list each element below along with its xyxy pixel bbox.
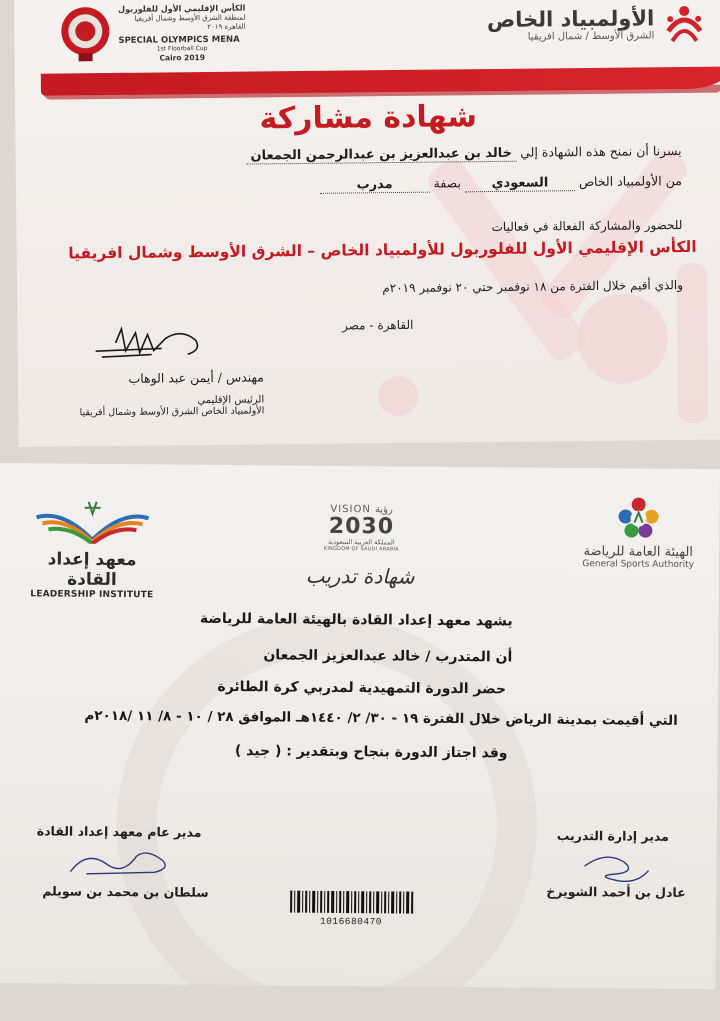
body-line-1: يشهد معهد إعداد القادة بالهيئة العامة للرياضة	[199, 610, 513, 630]
body-line-2: أن المتدرب / خالد عبدالعزيز الجمعان	[263, 647, 513, 666]
country-value: السعودي	[491, 175, 549, 192]
leadership-institute-title-ar: معهد إعداد القادة	[47, 549, 137, 591]
body-line-4: التي أقيمت بمدينة الرياض خلال الفترة ١٩ - ٣٠/ ٢/ ١٤٤٠هـ الموافق ٢٨ / ١٠ - ٨/ ١١ /٢٠١٨م	[84, 707, 678, 729]
right-signature	[576, 846, 656, 887]
left-signer-name: سلطان بن محمد بن سويلم	[42, 883, 209, 900]
right-signer-name: عادل بن أحمد الشويرخ	[546, 883, 686, 900]
origin-label: من الأولمبياد الخاص	[578, 173, 683, 190]
floorball-cup-emblem-icon	[58, 5, 113, 64]
watermark-ring	[115, 614, 539, 989]
cup-city-ar: القاهرة ٢٠١٩	[207, 22, 246, 31]
leadership-institute-logo	[27, 499, 158, 601]
signatory-org: الأولمبياد الخاص الشرق الأوسط وشمال أفريقيا	[79, 405, 265, 419]
certificate-title: شهادة مشاركة	[259, 99, 478, 137]
dates-line: والذي أقيم خلال الفترة من ١٨ نوفمبر حتي ٢٠ نوفمبر ٢٠١٩م	[382, 278, 684, 296]
recipient-name: خالد بن عبدالعزيز بن عبدالرحمن الجمعان	[250, 145, 513, 164]
special-olympics-logo	[466, 0, 707, 55]
so-logo-subtitle: الشرق الأوسط / شمال افريقيا	[527, 29, 655, 43]
leadership-institute-emblem-icon	[32, 499, 152, 544]
participation-certificate	[14, 0, 720, 447]
left-signature	[66, 846, 176, 883]
leadership-institute-title-en: LEADERSHIP INSTITUTE	[30, 589, 154, 601]
left-signer-title: مدير عام معهد إعداد القادة	[36, 823, 202, 840]
recipient-label: يسرنا أن نمنح هذه الشهادة إلي	[520, 143, 682, 160]
training-certificate	[0, 463, 720, 989]
capacity-value: مدرب	[356, 177, 393, 193]
body-line-3: حضر الدورة التمهيدية لمدربي كرة الطائرة	[217, 678, 507, 698]
body-line-5: وقد اجتاز الدورة بنجاح وبتقدير : ( جيد )	[234, 743, 508, 762]
signatory-block	[74, 369, 264, 418]
vision-2030-logo	[311, 504, 411, 553]
cup-subtitle-en: 1st Floorball Cup	[156, 45, 208, 53]
training-certificate-title: شهادة تدريب	[305, 563, 415, 589]
signatory-name: مهندس / أيمن عبد الوهاب	[128, 369, 265, 386]
vision-label: VISION رؤية	[330, 503, 393, 516]
so-logo-title: الأولمبياد الخاص	[486, 5, 655, 32]
capacity-label: بصفة	[433, 175, 462, 191]
gsa-title-ar: الهيئة العامة للرياضة	[583, 544, 694, 561]
cup-title-ar: الكأس الإقليمي الأول للفلوربول	[118, 3, 246, 14]
gsa-emblem-icon	[613, 494, 663, 538]
watermark-circle	[577, 293, 668, 384]
location-line: القاهرة - مصر	[341, 317, 414, 333]
vision-year: 2030	[328, 513, 395, 540]
general-sports-authority-logo	[573, 494, 704, 570]
attendance-line: للحضور والمشاركة الفعالة في فعاليات	[491, 218, 683, 235]
recipient-line	[246, 143, 682, 165]
signatory-role: الرئيس الإقليمي	[197, 394, 265, 407]
cup-title-en: SPECIAL OLYMPICS MENA	[118, 34, 240, 46]
barcode-number: 1016680470	[319, 915, 383, 928]
event-title: الكأس الإقليمي الأول للفلوربول للأولمبياد الخاص – الشرق الأوسط وشمال افريقيا	[68, 237, 697, 263]
signature-1	[91, 320, 211, 365]
gsa-title-en: General Sports Authority	[582, 559, 695, 571]
special-olympics-emblem-icon	[662, 1, 706, 45]
vision-country-en: KINGDOM OF SAUDI ARABIA	[323, 545, 399, 553]
cup-subtitle-ar: لمنطقة الشرق الأوسط وشمال أفريقيا	[134, 13, 246, 23]
right-signer-title: مدير إدارة التدريب	[556, 827, 669, 844]
vision-country-ar: المملكة العربية السعودية	[327, 537, 395, 547]
cup-city-en: Cairo 2019	[159, 52, 205, 63]
floorball-cup-logo	[58, 0, 249, 68]
watermark-circle	[378, 376, 418, 416]
